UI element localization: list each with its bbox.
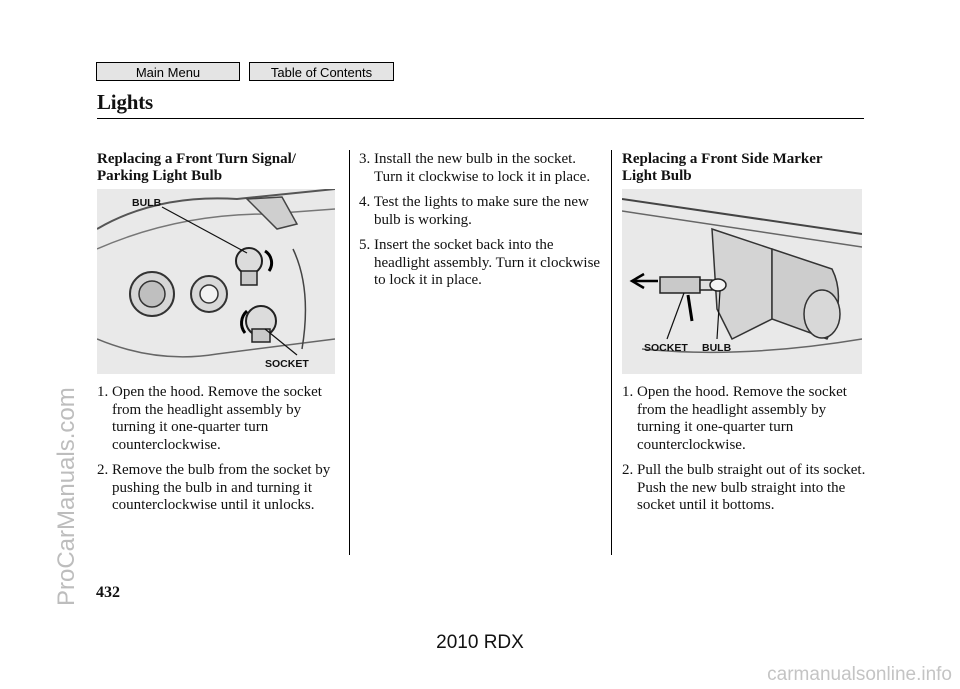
bottom-watermark: carmanualsonline.info (767, 664, 952, 685)
side-marker-steps (622, 384, 867, 523)
title-divider (97, 118, 864, 119)
socket-callout: SOCKET (644, 342, 688, 354)
bulb-callout: BULB (702, 342, 732, 354)
list-item: 3. Install the new bulb in the socket. Turn it clockwise to lock it in place. (359, 151, 591, 185)
bulb-callout: BULB (132, 197, 162, 209)
section-title: Lights (97, 90, 153, 114)
turn-signal-figure (97, 189, 335, 374)
footer-model-label: 2010 RDX (436, 632, 524, 653)
list-item: 4. Test the lights to make sure the new bulb is working. (359, 194, 589, 228)
column-divider-1 (349, 150, 350, 555)
column-divider-2 (611, 150, 612, 555)
side-marker-figure (622, 189, 862, 374)
socket-callout: SOCKET (265, 358, 309, 370)
list-item: 5. Insert the socket back into the headlight assembly. Turn it clockwise to lock it in place. (359, 237, 601, 288)
turn-signal-steps-b (359, 151, 604, 298)
list-item: 2. Pull the bulb straight out of its socket. Push the new bulb straight into the socket until it bottoms. (622, 462, 866, 513)
list-item: 1. Open the hood. Remove the socket from the headlight assembly by turning it one-quarter turn counterclockwise. (97, 384, 322, 453)
table-of-contents-button[interactable]: Table of Contents (249, 62, 394, 81)
list-item: 2. Remove the bulb from the socket by pushing the bulb in and turning it counterclockwise until it unlocks. (97, 462, 331, 513)
side-marker-diagram (622, 189, 862, 374)
list-item: 1. Open the hood. Remove the socket from the headlight assembly by turning it one-quarter turn counterclockwise. (622, 384, 847, 453)
turn-signal-steps-a (97, 384, 347, 523)
headlight-diagram (97, 189, 335, 374)
turn-signal-heading: Replacing a Front Turn Signal/ Parking Light Bulb (97, 151, 296, 184)
main-menu-button[interactable]: Main Menu (96, 62, 240, 81)
page-number: 432 (96, 584, 120, 601)
side-marker-heading: Replacing a Front Side Marker Light Bulb (622, 151, 823, 184)
side-watermark: ProCarManuals.com (53, 387, 80, 606)
